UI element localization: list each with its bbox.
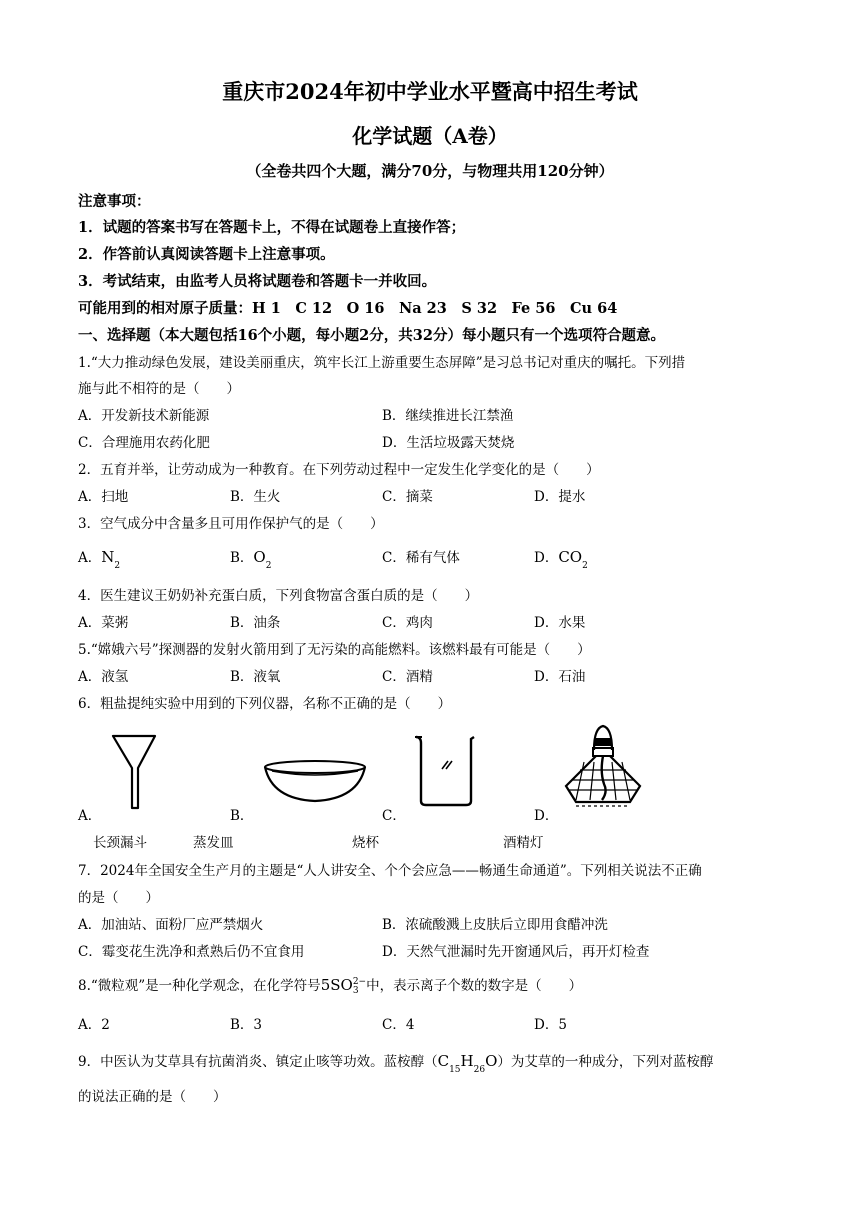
q5-option-c: C．酒精 <box>382 669 433 685</box>
q2-option-a: A．扫地 <box>78 489 129 505</box>
q3-stem: 3．空气成分中含量多且可用作保护气的是（ ） <box>78 516 384 532</box>
q3-option-d-subscript: 2 <box>582 560 588 571</box>
q4-option-d: D．水果 <box>534 615 586 631</box>
q6-caption-d: 酒精灯 <box>503 835 544 851</box>
funnel-image <box>110 732 160 812</box>
q3-option-c: C．稀有气体 <box>382 550 460 566</box>
q5-option-a: A．液氢 <box>78 669 129 685</box>
exam-info: （全卷共四个大题，满分70分，与物理共用120分钟） <box>246 162 614 180</box>
evaporating-dish-image <box>262 757 368 805</box>
q4-option-b: B．油条 <box>230 615 281 631</box>
notice-item-2: 2．作答前认真阅读答题卡上注意事项。 <box>78 246 335 263</box>
q2-option-b: B．生火 <box>230 489 281 505</box>
atomic-masses: 可能用到的相对原子质量：H 1 C 12 O 16 Na 23 S 32 Fe 56 Cu 64 <box>78 300 618 317</box>
q1-stem-line1: 1.“大力推动绿色发展，建设美丽重庆，筑牢长江上游重要生态屏障”是习总书记对重庆的嘱托。下列措 <box>78 355 686 371</box>
q7-option-d: D．天然气泄漏时先开窗通风后，再开灯检查 <box>382 944 650 960</box>
q1-option-d: D．生活垃圾露天焚烧 <box>382 435 515 451</box>
notice-item-1: 1．试题的答案书写在答题卡上，不得在试题卷上直接作答； <box>78 219 466 236</box>
q9-stem-end: ）为艾草的一种成分，下列对蓝桉醇 <box>497 1054 714 1070</box>
exam-subtitle: 化学试题（A卷） <box>352 124 508 148</box>
q8-formula-charge: 2− <box>352 976 367 987</box>
q3-option-a-formula: N <box>101 548 115 566</box>
q8-option-d: D．5 <box>534 1017 567 1033</box>
q8-formula: 5SO <box>320 976 353 994</box>
q4-option-c: C．鸡肉 <box>382 615 433 631</box>
q9-formula-h: H <box>460 1052 474 1070</box>
q6-caption-b: 蒸发皿 <box>193 835 234 851</box>
q1-stem-line2: 施与此不相符的是（ ） <box>78 381 240 397</box>
q4-stem: 4．医生建议王奶奶补充蛋白质，下列食物富含蛋白质的是（ ） <box>78 588 479 604</box>
q1-option-a: A．开发新技术新能源 <box>78 408 210 424</box>
q9-formula-c-subscript: 15 <box>449 1064 461 1075</box>
q8-option-c: C．4 <box>382 1017 415 1033</box>
q3-option-a-prefix: A． <box>78 550 102 566</box>
q3-option-d-prefix: D． <box>534 550 559 566</box>
notice-heading: 注意事项： <box>78 193 151 210</box>
q8-formula-subscript: 3 <box>352 985 359 996</box>
q3-option-b <box>230 546 271 569</box>
q5-option-b: B．液氧 <box>230 669 281 685</box>
section-1-heading: 一、选择题（本大题包括16个小题，每小题2分，共32分）每小题只有一个选项符合题意。 <box>78 327 665 344</box>
q9-formula-o: O <box>485 1052 498 1070</box>
q2-stem: 2．五育并举，让劳动成为一种教育。在下列劳动过程中一定发生化学变化的是（ ） <box>78 462 600 478</box>
q2-option-d: D．提水 <box>534 489 586 505</box>
q9-stem-line2: 的说法正确的是（ ） <box>78 1089 227 1105</box>
q9-stem <box>78 1050 713 1073</box>
q3-option-b-formula: O <box>253 548 266 566</box>
q3-option-d <box>534 546 588 569</box>
q6-option-d: D． <box>534 808 559 824</box>
q7-stem-line1: 7．2024年全国安全生产月的主题是“人人讲安全、个个会应急——畅通生命通道”。下列相关说法不正确 <box>78 863 702 879</box>
q9-formula-c: C <box>437 1052 450 1070</box>
q6-option-c: C． <box>382 808 406 824</box>
q5-stem: 5.“嫦娥六号”探测器的发射火箭用到了无污染的高能燃料。该燃料最有可能是（ ） <box>78 642 591 658</box>
q9-formula-h-subscript: 26 <box>473 1064 486 1075</box>
q6-caption-c: 烧杯 <box>352 835 379 851</box>
q6-stem: 6．粗盐提纯实验中用到的下列仪器，名称不正确的是（ ） <box>78 696 452 712</box>
beaker-image <box>412 733 478 809</box>
q6-caption-a: 长颈漏斗 <box>93 835 147 851</box>
alcohol-lamp-image <box>560 722 646 812</box>
q3-option-a-subscript: 2 <box>114 560 121 571</box>
q8-option-a: A．2 <box>78 1017 110 1033</box>
q2-option-c: C．摘菜 <box>382 489 433 505</box>
q7-stem-line2: 的是（ ） <box>78 890 159 906</box>
q7-option-c: C．霉变花生洗净和煮熟后仍不宜食用 <box>78 944 305 960</box>
q4-option-a: A．菜粥 <box>78 615 129 631</box>
q6-option-b: B． <box>230 808 254 824</box>
q3-option-a <box>78 546 120 569</box>
q7-option-b: B．浓硫酸溅上皮肤后立即用食醋冲洗 <box>382 917 608 933</box>
q9-stem-start: 9．中医认为艾草具有抗菌消炎、镇定止咳等功效。蓝桉醇（ <box>78 1054 438 1070</box>
exam-title: 重庆市2024年初中学业水平暨高中招生考试 <box>222 79 638 104</box>
q3-option-b-prefix: B． <box>230 550 254 566</box>
q3-option-d-formula: CO <box>558 548 583 566</box>
q3-option-b-subscript: 2 <box>265 560 272 571</box>
q1-option-b: B．继续推进长江禁渔 <box>382 408 514 424</box>
notice-item-3: 3．考试结束，由监考人员将试题卷和答题卡一并收回。 <box>78 273 437 290</box>
q7-option-a: A．加油站、面粉厂应严禁烟火 <box>78 917 264 933</box>
q5-option-d: D．石油 <box>534 669 586 685</box>
q6-option-a: A． <box>78 808 102 824</box>
q8-option-b: B．3 <box>230 1017 263 1033</box>
q8-formula-scripts <box>353 978 366 996</box>
q1-option-c: C．合理施用农药化肥 <box>78 435 210 451</box>
q8-stem-end: 中，表示离子个数的数字是（ ） <box>366 978 583 994</box>
q8-stem-start: 8.“微粒观”是一种化学观念，在化学符号 <box>78 978 321 994</box>
q8-stem <box>78 974 582 996</box>
